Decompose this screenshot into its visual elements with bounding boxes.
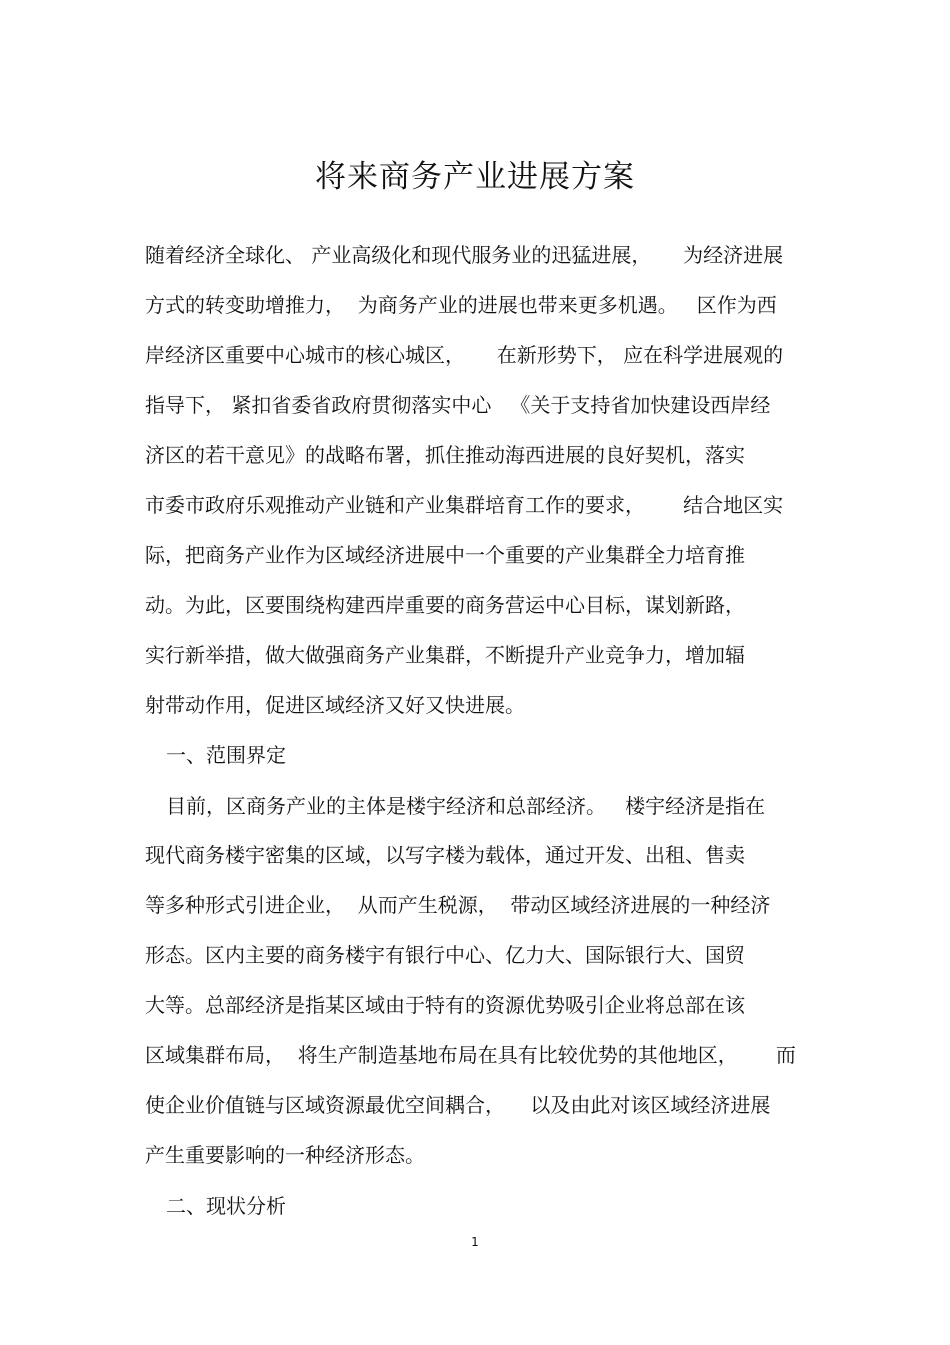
section-heading-2: 二、现状分析 — [166, 1194, 286, 1218]
paragraph-1-line-7: 际，把商务产业作为区域经济进展中一个重要的产业集群全力培育推 — [145, 543, 745, 567]
document-title: 将来商务产业进展方案 — [315, 159, 635, 195]
paragraph-1-line-8: 动。为此，区要围绕构建西岸重要的商务营运中心目标，谋划新路， — [145, 593, 745, 617]
paragraph-1-line-5: 济区的若干意见》的战略布署，抓住推动海西进展的良好契机，落实 — [145, 443, 745, 467]
paragraph-2-line-5: 大等。总部经济是指某区域由于特有的资源优势吸引企业将总部在该 — [145, 993, 745, 1017]
page-number: 1 — [471, 1235, 479, 1249]
paragraph-1-line-1: 随着经济全球化、 产业高级化和现代服务业的迅猛进展， 为经济进展 — [145, 243, 784, 267]
paragraph-2-line-7: 使企业价值链与区域资源最优空间耦合， 以及由此对该区域经济进展 — [145, 1093, 771, 1117]
section-heading-1: 一、范围界定 — [166, 743, 286, 767]
paragraph-1-line-9: 实行新举措，做大做强商务产业集群，不断提升产业竞争力，增加辐 — [145, 643, 745, 667]
paragraph-1-line-3: 岸经济区重要中心城市的核心城区， 在新形势下， 应在科学进展观的 — [145, 343, 784, 367]
paragraph-1-line-2: 方式的转变助增推力， 为商务产业的进展也带来更多机遇。 区作为西 — [145, 293, 777, 317]
paragraph-2-line-1: 目前，区商务产业的主体是楼宇经济和总部经济。 楼宇经济是指在 — [166, 794, 766, 818]
paragraph-1-line-6: 市委市政府乐观推动产业链和产业集群培育工作的要求， 结合地区实 — [145, 493, 784, 517]
paragraph-1-line-4: 指导下， 紧扣省委省政府贯彻落实中心 《关于支持省加快建设西岸经 — [145, 393, 771, 417]
paragraph-2-line-2: 现代商务楼宇密集的区域，以写字楼为载体，通过开发、出租、售卖 — [145, 843, 745, 867]
paragraph-2-line-3: 等多种形式引进企业， 从而产生税源， 带动区域经济进展的一种经济 — [145, 893, 771, 917]
paragraph-2-line-4: 形态。区内主要的商务楼宇有银行中心、亿力大、国际银行大、国贸 — [145, 943, 745, 967]
paragraph-2-line-6: 区域集群布局， 将生产制造基地布局在具有比较优势的其他地区， 而 — [145, 1043, 796, 1067]
paragraph-2-line-8: 产生重要影响的一种经济形态。 — [145, 1143, 425, 1167]
paragraph-1-line-10: 射带动作用，促进区域经济又好又快进展。 — [145, 693, 525, 717]
